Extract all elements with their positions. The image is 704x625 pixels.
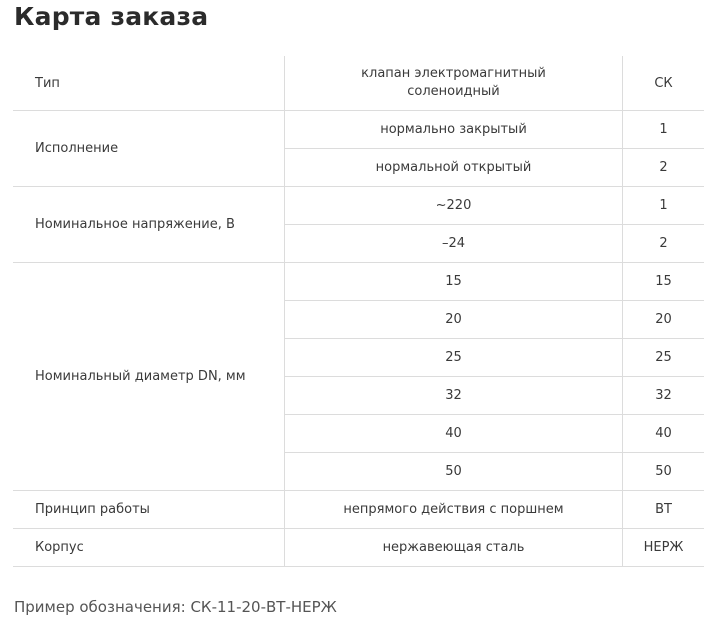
param-value: клапан электромагнитный соленоидный xyxy=(285,56,623,111)
param-value: 50 xyxy=(285,453,623,491)
param-value: 40 xyxy=(285,415,623,453)
param-label-principle: Принцип работы xyxy=(13,491,285,529)
param-label-diameter: Номинальный диаметр DN, мм xyxy=(13,263,285,491)
param-code: 1 xyxy=(623,187,704,225)
param-code: 1 xyxy=(623,111,704,149)
param-code: 15 xyxy=(623,263,704,301)
param-code: ВТ xyxy=(623,491,704,529)
param-value: нержавеющая сталь xyxy=(285,529,623,567)
param-code: 2 xyxy=(623,225,704,263)
param-code: СК xyxy=(623,56,704,111)
param-value: ~220 xyxy=(285,187,623,225)
param-label-body: Корпус xyxy=(13,529,285,567)
designation-example: Пример обозначения: СК-11-20-ВТ-НЕРЖ xyxy=(14,598,337,616)
param-code: 50 xyxy=(623,453,704,491)
param-value: 32 xyxy=(285,377,623,415)
table-row xyxy=(13,111,704,149)
param-label-execution: Исполнение xyxy=(13,111,285,187)
param-value: 15 xyxy=(285,263,623,301)
table-row xyxy=(13,187,704,225)
param-value: 20 xyxy=(285,301,623,339)
param-code: 20 xyxy=(623,301,704,339)
table-row xyxy=(13,263,704,301)
param-code: 25 xyxy=(623,339,704,377)
order-table xyxy=(13,56,704,567)
table-row xyxy=(13,491,704,529)
param-value: –24 xyxy=(285,225,623,263)
param-value: 25 xyxy=(285,339,623,377)
param-code: 40 xyxy=(623,415,704,453)
table-row xyxy=(13,56,704,111)
param-label-voltage: Номинальное напряжение, В xyxy=(13,187,285,263)
param-code: 32 xyxy=(623,377,704,415)
param-value: нормальной открытый xyxy=(285,149,623,187)
page-title: Карта заказа xyxy=(14,2,209,31)
param-label-type: Тип xyxy=(35,75,60,91)
param-value: нормально закрытый xyxy=(285,111,623,149)
table-row xyxy=(13,529,704,567)
param-code: 2 xyxy=(623,149,704,187)
param-code: НЕРЖ xyxy=(623,529,704,567)
param-value: непрямого действия с поршнем xyxy=(285,491,623,529)
